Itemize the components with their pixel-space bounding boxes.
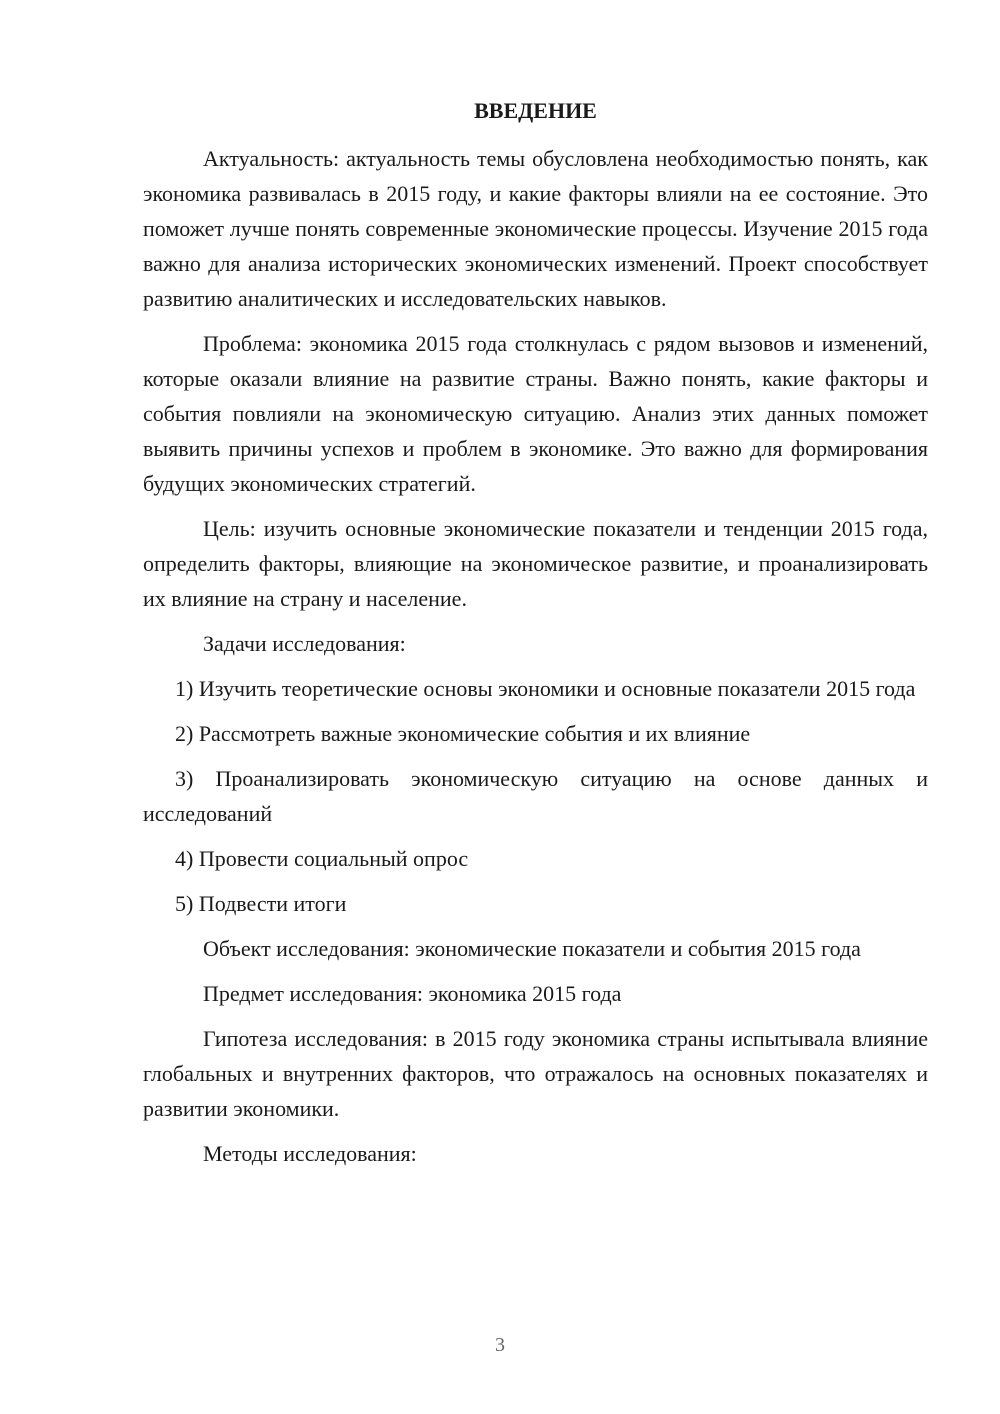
tasks-heading: Задачи исследования: [203, 631, 406, 656]
object-paragraph: Объект исследования: экономические показатели и события 2015 года [203, 936, 861, 961]
problem-paragraph: Проблема: экономика 2015 года столкнулась с рядом вызовов и изменений, которые оказали влияние на развитие страны. Важно понять, какие факторы и события повлияли на экономическую ситуацию. Анализ этих данных поможет выявить причины успехов и проблем в экономике. Это важно для формирования будущих экономических стратегий. [143, 331, 928, 496]
task-item-3: 3) Проанализировать экономическую ситуацию на основе данных и исследований [143, 766, 928, 826]
task-item-5: 5) Подвести итоги [175, 891, 347, 916]
page-number: 3 [495, 1334, 505, 1356]
section-title: ВВЕДЕНИЕ [474, 98, 597, 123]
methods-heading: Методы исследования: [203, 1141, 417, 1166]
relevance-paragraph: Актуальность: актуальность темы обусловлена необходимостью понять, как экономика развивалась в 2015 году, и какие факторы влияли на ее состояние. Это поможет лучше понять современные экономические процессы. Изучение 2015 года важно для анализа исторических экономических изменений. Проект способствует развитию аналитических и исследовательских навыков. [143, 146, 928, 311]
hypothesis-paragraph: Гипотеза исследования: в 2015 году экономика страны испытывала влияние глобальных и внутренних факторов, что отражалось на основных показателях и развитии экономики. [143, 1026, 928, 1121]
task-item-4: 4) Провести социальный опрос [175, 846, 469, 871]
document-page [143, 96, 928, 1181]
task-item-1: 1) Изучить теоретические основы экономики и основные показатели 2015 года [175, 676, 916, 701]
task-item-2: 2) Рассмотреть важные экономические события и их влияние [175, 721, 751, 746]
goal-paragraph: Цель: изучить основные экономические показатели и тенденции 2015 года, определить факторы, влияющие на экономическое развитие, и проанализировать их влияние на страну и население. [143, 516, 928, 611]
subject-paragraph: Предмет исследования: экономика 2015 года [203, 981, 622, 1006]
